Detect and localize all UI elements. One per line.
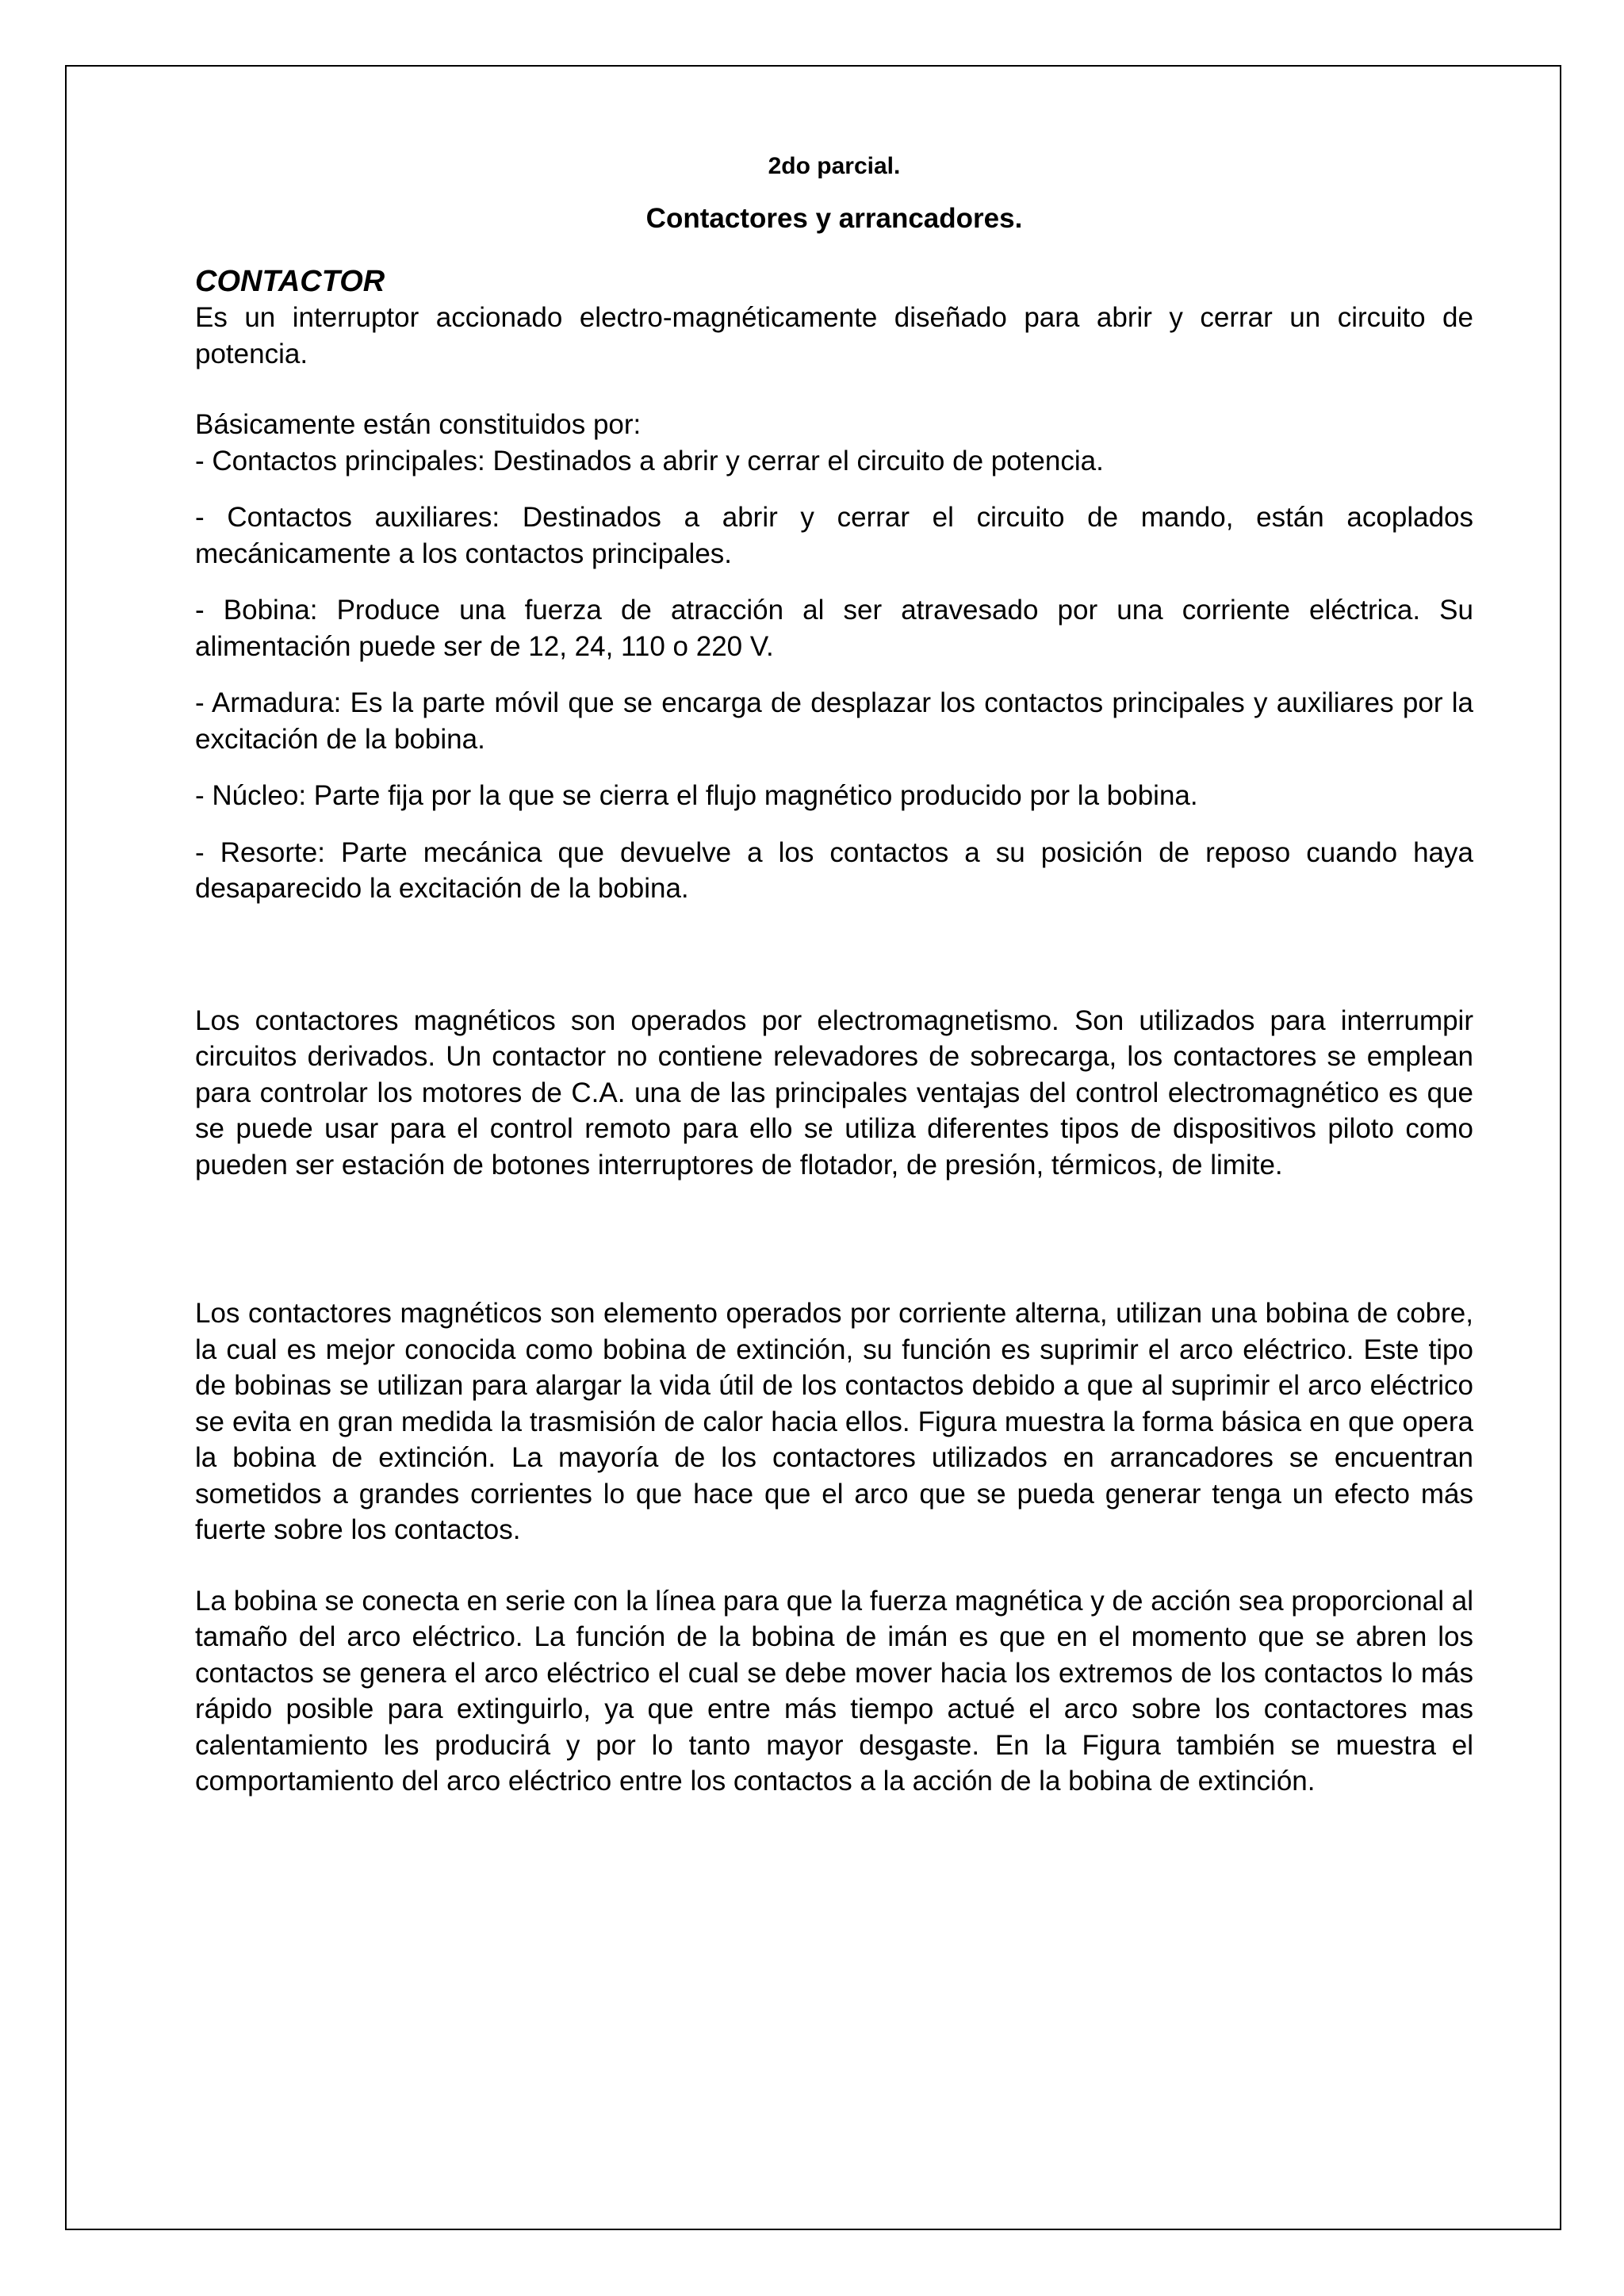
list-item: - Armadura: Es la parte móvil que se encarga de desplazar los contactos principales y auxiliares por la excitación de la bobina. (195, 687, 1473, 755)
spacer (195, 1183, 1473, 1295)
body-paragraph: La bobina se conecta en serie con la línea para que la fuerza magnética y de acción sea proporcional al tamaño del arco eléctrico. La función de la bobina de imán es que en el momento que se abren los contactos se genera el arco eléctrico el cual se debe mover hacia los extremos de los contactos lo más rápido posible para extinguirlo, ya que entre más tiempo actué el arco sobre los contactores mas calentamiento les producirá y por lo tanto mayor desgaste. En la Figura también se muestra el comportamiento del arco eléctrico entre los contactos a la acción de la bobina de extinción. (195, 1585, 1473, 1797)
spacer (195, 372, 1473, 407)
components-intro: Básicamente están constituidos por: (195, 409, 642, 440)
document-title: Contactores y arrancadores. (645, 203, 1023, 234)
section-heading: CONTACTOR (195, 265, 385, 298)
body-paragraph: Los contactores magnéticos son elemento operados por corriente alterna, utilizan una bobina de cobre, la cual es mejor conocida como bobina de extinción, su función es suprimir el arco eléctrico. Este tipo de bobinas se utilizan para alargar la vida útil de los contactos debido a que al suprimir el arco eléctrico se evita en gran medida la trasmisión de calor hacia ellos. Figura muestra la forma básica en que opera la bobina de extinción. La mayoría de los contactores utilizados en arrancadores se encuentran sometidos a grandes corrientes lo que hace que el arco que se pueda generar tenga un efecto más fuerte sobre los contactos. (195, 1298, 1473, 1545)
list-item: - Bobina: Produce una fuerza de atracción al ser atravesado por una corriente eléctrica. Su alimentación puede ser de 12, 24, 110 o 220 V. (195, 595, 1473, 662)
list-item: - Contactos auxiliares: Destinados a abrir y cerrar el circuito de mando, están acoplados mecánicamente a los contactos principales. (195, 502, 1473, 569)
document-body (195, 151, 1473, 1800)
body-paragraph: Los contactores magnéticos son operados por electromagnetismo. Son utilizados para interrumpir circuitos derivados. Un contactor no contiene relevadores de sobrecarga, los contactores se emplean para controlar los motores de C.A. una de las principales ventajas del control electromagnético es que se puede usar para el control remoto para ello se utiliza diferentes tipos de dispositivos piloto como pueden ser estación de botones interruptores de flotador, de presión, térmicos, de limite. (195, 1004, 1473, 1181)
list-item: - Núcleo: Parte fija por la que se cierra el flujo magnético producido por la bobina. (195, 780, 1198, 811)
definition-paragraph: Es un interruptor accionado electro-magnéticamente diseñado para abrir y cerrar un circuito de potencia. (195, 302, 1473, 369)
spacer (195, 1548, 1473, 1583)
spacer (195, 928, 1473, 1003)
list-item: - Resorte: Parte mecánica que devuelve a los contactos a su posición de reposo cuando haya desaparecido la excitación de la bobina. (195, 836, 1473, 904)
list-item: - Contactos principales: Destinados a abrir y cerrar el circuito de potencia. (195, 445, 1104, 476)
document-header: 2do parcial. (768, 153, 901, 179)
